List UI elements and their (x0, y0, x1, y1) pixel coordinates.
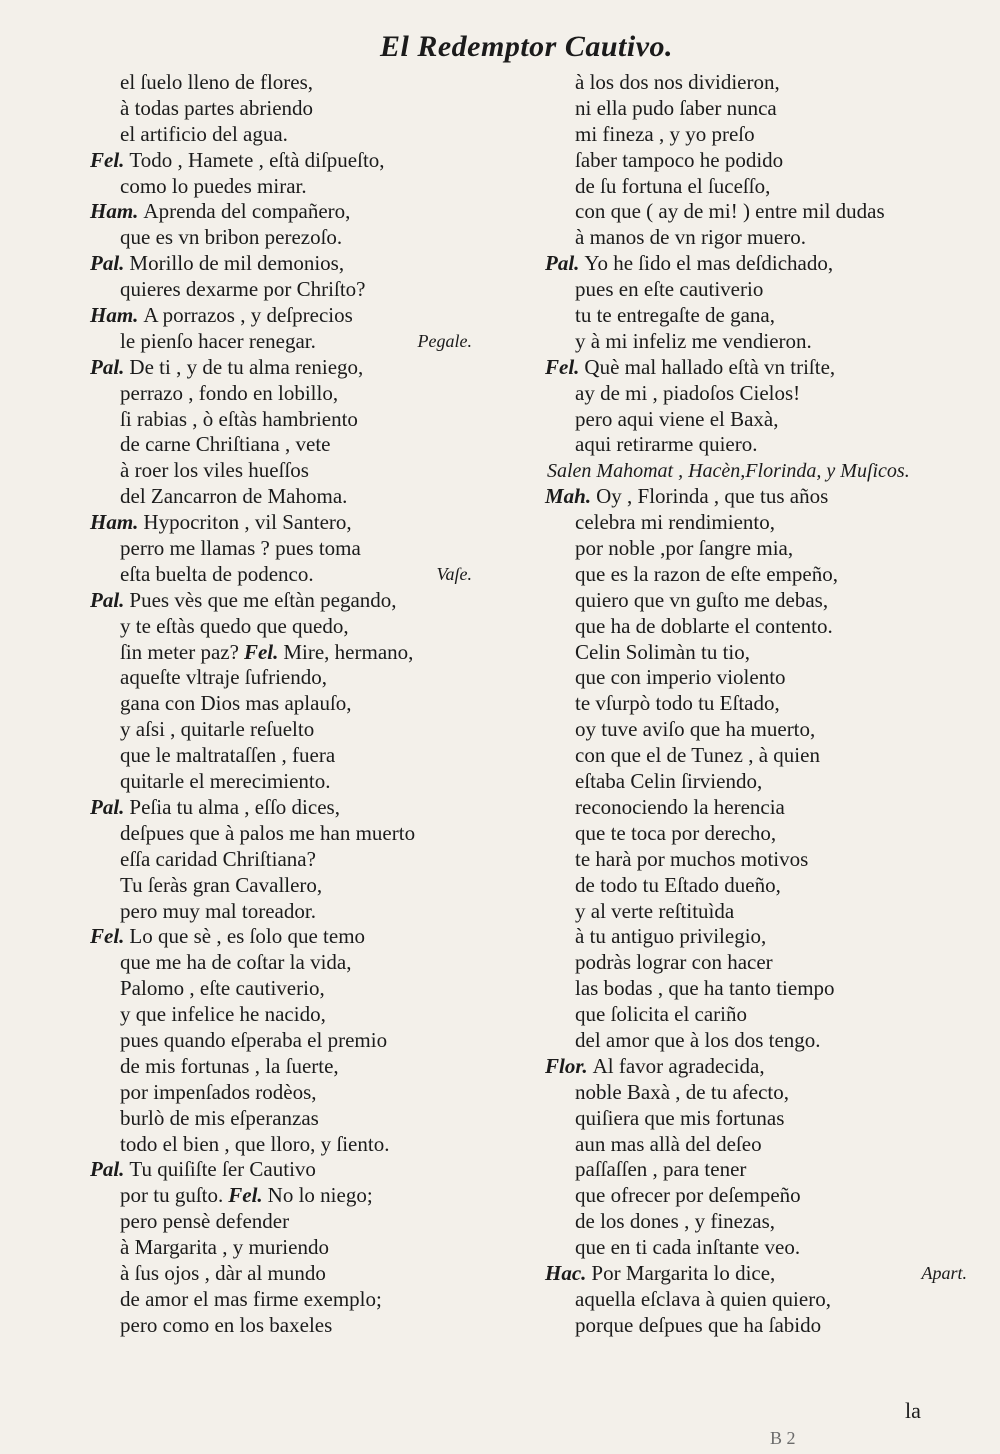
verse-line (545, 251, 985, 277)
verse-line (545, 1235, 985, 1261)
verse-text: de todo tu Eſtado dueño, (575, 872, 781, 897)
left-column (90, 70, 490, 1339)
verse-line (90, 1080, 490, 1106)
speaker-label: Fel. (243, 639, 279, 664)
verse-text: por noble ,por ſangre mia, (575, 536, 794, 561)
verse-text: con que ( ay de mi! ) entre mil dudas (575, 199, 885, 224)
verse-text: eſtaba Celin ſirviendo, (575, 769, 763, 794)
verse-line (545, 795, 985, 821)
verse-text: ay de mi , piadoſos Cielos! (575, 380, 801, 405)
speaker-label: Fel. (545, 354, 580, 379)
verse-line (545, 407, 985, 433)
verse-line (545, 717, 985, 743)
verse-line (90, 1106, 490, 1132)
speaker-label: Pal. (90, 354, 125, 379)
verse-line (545, 588, 985, 614)
verse-line (90, 769, 490, 795)
verse-line (90, 174, 490, 200)
verse-line (545, 976, 985, 1002)
verse-text: aun mas allà del deſeo (575, 1131, 762, 1156)
verse-line (90, 432, 490, 458)
speaker-label: Ham. (90, 199, 139, 224)
verse-text: aquella eſclava à quien quiero, (575, 1286, 831, 1311)
verse-line (90, 381, 490, 407)
verse-text: Oy , Florinda , que tus años (596, 484, 829, 509)
catchword: la (905, 1398, 921, 1423)
verse-text: por impenſados rodèos, (120, 1079, 317, 1104)
verse-line (545, 277, 985, 303)
verse-text: del amor que à los dos tengo. (575, 1027, 821, 1052)
verse-text: que me ha de coſtar la vida, (120, 950, 352, 975)
verse-line (90, 225, 490, 251)
verse-text: aqui retirarme quiero. (575, 432, 758, 457)
verse-line (90, 691, 490, 717)
verse-text: gana con Dios mas aplauſo, (120, 691, 352, 716)
verse-line (545, 1287, 985, 1313)
verse-text: perrazo , fondo en lobillo, (120, 380, 339, 405)
verse-text: Lo que sè , es ſolo que temo (129, 924, 366, 949)
verse-text: y à mi infeliz me vendieron. (575, 328, 812, 353)
verse-text: con que el de Tunez , à quien (575, 743, 820, 768)
verse-text: Al favor agradecida, (592, 1053, 765, 1078)
verse-text: Pues vès que me eſtàn pegando, (129, 587, 397, 612)
verse-line (90, 1209, 490, 1235)
verse-text: quiſiera que mis fortunas (575, 1105, 785, 1130)
verse-text: y que infelice he nacido, (120, 1002, 326, 1027)
verse-line (90, 665, 490, 691)
verse-text: ſaber tampoco he podido (575, 147, 784, 172)
verse-text: No lo niego; (267, 1183, 373, 1208)
speaker-label: Flor. (545, 1053, 588, 1078)
verse-line (545, 1106, 985, 1132)
verse-text: del Zancarron de Mahoma. (120, 484, 348, 509)
verse-line (90, 536, 490, 562)
verse-line (545, 1157, 985, 1183)
stage-note: Pegale. (417, 330, 472, 351)
verse-text: Yo he ſido el mas deſdichado, (584, 251, 834, 276)
verse-text: pero muy mal toreador. (120, 898, 316, 923)
verse-text: A porrazos , y deſprecios (143, 303, 353, 328)
verse-line (90, 976, 490, 1002)
verse-text: à Margarita , y muriendo (120, 1235, 329, 1260)
verse-line (90, 484, 490, 510)
verse-line (90, 277, 490, 303)
verse-text: reconociendo la herencia (575, 794, 785, 819)
verse-text: de ſu fortuna el ſuceſſo, (575, 173, 771, 198)
verse-text: pero aqui viene el Baxà, (575, 406, 779, 431)
verse-text: el artificio del agua. (120, 121, 288, 146)
verse-text: que con imperio violento (575, 665, 786, 690)
speaker-label: Pal. (90, 587, 125, 612)
stage-note: Apart. (921, 1262, 967, 1283)
verse-text: paſſaſſen , para tener (575, 1157, 747, 1182)
verse-text: ſi rabias , ò eſtàs hambriento (120, 406, 358, 431)
verse-line (545, 199, 985, 225)
verse-line (90, 1028, 490, 1054)
verse-line (545, 562, 985, 588)
verse-line (545, 743, 985, 769)
verse-line (545, 691, 985, 717)
verse-text: quieres dexarme por Chriſto? (120, 277, 366, 302)
verse-text: pero pensè defender (120, 1209, 290, 1234)
verse-line (90, 303, 490, 329)
verse-text: Celin Solimàn tu tio, (575, 639, 751, 664)
verse-text: de mis fortunas , la ſuerte, (120, 1053, 339, 1078)
verse-text: de amor el mas firme exemplo; (120, 1286, 382, 1311)
stage-direction-text: Salen Mahomat , Hacèn,Florinda, y Muſicos. (547, 460, 910, 483)
verse-line (545, 381, 985, 407)
verse-line (90, 510, 490, 536)
verse-text: à todas partes abriendo (120, 95, 314, 120)
right-column (545, 70, 985, 1339)
verse-line (545, 1132, 985, 1158)
verse-text: pues en eſte cautiverio (575, 277, 764, 302)
verse-line (90, 924, 490, 950)
verse-text: Què mal hallado eſtà vn triſte, (584, 354, 836, 379)
verse-text: podràs lograr con hacer (575, 950, 773, 975)
verse-line (545, 899, 985, 925)
verse-line (90, 743, 490, 769)
verse-line (545, 1054, 985, 1080)
verse-line (90, 1054, 490, 1080)
verse-text: Mire, hermano, (283, 639, 414, 664)
verse-line (545, 614, 985, 640)
verse-line (90, 614, 490, 640)
verse-text: Tu quiſiſte ſer Cautivo (129, 1157, 316, 1182)
verse-line (90, 1287, 490, 1313)
verse-text: y aſsi , quitarle reſuelto (120, 717, 315, 742)
speaker-label: Pal. (545, 251, 580, 276)
verse-text: Aprenda del compañero, (143, 199, 351, 224)
speaker-label: Mah. (545, 484, 592, 509)
verse-text: el ſuelo lleno de flores, (120, 70, 314, 94)
verse-line (90, 1183, 490, 1209)
verse-line (90, 950, 490, 976)
verse-line (545, 1028, 985, 1054)
verse-line (90, 1002, 490, 1028)
verse-text: le pienſo hacer renegar. (120, 328, 316, 353)
verse-text: quiero que vn guſto me debas, (575, 587, 829, 612)
verse-text: deſpues que à palos me han muerto (120, 820, 416, 845)
speaker-label: Ham. (90, 510, 139, 535)
verse-line (90, 1157, 490, 1183)
verse-text: à roer los viles hueſſos (120, 458, 309, 483)
verse-text: porque deſpues que ha ſabido (575, 1312, 822, 1337)
verse-line (545, 510, 985, 536)
verse-text: Peſia tu alma , eſſo dices, (129, 794, 340, 819)
verse-line (90, 355, 490, 381)
verse-line (545, 96, 985, 122)
verse-line (545, 484, 985, 510)
speaker-label: Pal. (90, 251, 125, 276)
speaker-label: Fel. (228, 1183, 263, 1208)
speaker-label: Pal. (90, 1157, 125, 1182)
verse-text: aqueſte vltraje ſufriendo, (120, 665, 327, 690)
verse-line (90, 899, 490, 925)
verse-line (90, 847, 490, 873)
verse-text: Tu ſeràs gran Cavallero, (120, 872, 323, 897)
verse-text: à manos de vn rigor muero. (575, 225, 806, 250)
verse-line (545, 122, 985, 148)
verse-line (545, 847, 985, 873)
verse-text: que ſolicita el cariño (575, 1002, 748, 1027)
speaker-label: Ham. (90, 303, 139, 328)
verse-text: noble Baxà , de tu afecto, (575, 1079, 789, 1104)
verse-line (545, 873, 985, 899)
verse-line (545, 665, 985, 691)
verse-text: De ti , y de tu alma reniego, (129, 354, 364, 379)
verse-line (545, 1261, 985, 1287)
verse-line (545, 355, 985, 381)
verse-line (90, 407, 490, 433)
verse-text: las bodas , que ha tanto tiempo (575, 976, 835, 1001)
verse-text: que es la razon de eſte empeño, (575, 561, 838, 586)
verse-text: y te eſtàs quedo que quedo, (120, 613, 349, 638)
verse-text: pero como en los baxeles (120, 1312, 333, 1337)
verse-line (90, 1235, 490, 1261)
verse-text: por tu guſto. (120, 1183, 224, 1208)
verse-text: pues quando eſperaba el premio (120, 1027, 388, 1052)
verse-line (545, 70, 985, 96)
verse-text: à ſus ojos , dàr al mundo (120, 1260, 326, 1285)
verse-line (90, 588, 490, 614)
verse-text: ſin meter paz? (120, 639, 239, 664)
verse-text: celebra mi rendimiento, (575, 510, 776, 535)
verse-line (545, 225, 985, 251)
verse-line (90, 251, 490, 277)
verse-line (90, 329, 490, 355)
verse-text: Palomo , eſte cautiverio, (120, 976, 325, 1001)
verse-text: que te toca por derecho, (575, 820, 777, 845)
verse-line (90, 148, 490, 174)
verse-line (545, 950, 985, 976)
verse-line (90, 873, 490, 899)
verse-text: ni ella pudo ſaber nunca (575, 95, 777, 120)
verse-text: que es vn bribon perezoſo. (120, 225, 343, 250)
verse-text: Todo , Hamete , eſtà diſpueſto, (129, 147, 385, 172)
speaker-label: Hac. (545, 1260, 587, 1285)
verse-line (545, 303, 985, 329)
verse-text: à los dos nos dividieron, (575, 70, 780, 94)
verse-line (545, 1313, 985, 1339)
verse-text: te harà por muchos motivos (575, 846, 809, 871)
verse-line (545, 821, 985, 847)
verse-line (545, 640, 985, 666)
verse-line (545, 1209, 985, 1235)
stage-direction (545, 458, 985, 484)
verse-text: quitarle el merecimiento. (120, 769, 331, 794)
verse-line (90, 122, 490, 148)
speaker-label: Pal. (90, 794, 125, 819)
verse-text: que ofrecer por deſempeño (575, 1183, 801, 1208)
verse-text: perro me llamas ? pues toma (120, 536, 361, 561)
verse-line (90, 70, 490, 96)
verse-text: Hypocriton , vil Santero, (143, 510, 352, 535)
verse-text: oy tuve aviſo que ha muerto, (575, 717, 816, 742)
verse-text: que en ti cada inſtante veo. (575, 1235, 801, 1260)
verse-line (545, 329, 985, 355)
verse-line (90, 795, 490, 821)
verse-line (545, 769, 985, 795)
verse-line (545, 1183, 985, 1209)
verse-text: de carne Chriſtiana , vete (120, 432, 331, 457)
running-header: El Redemptor Cautivo. (380, 30, 674, 63)
verse-text: como lo puedes mirar. (120, 173, 307, 198)
verse-line (545, 924, 985, 950)
verse-text: tu te entregaſte de gana, (575, 303, 775, 328)
verse-line (545, 432, 985, 458)
verse-text: que le maltrataſſen , fuera (120, 743, 336, 768)
verse-line (545, 174, 985, 200)
verse-line (90, 717, 490, 743)
verse-text: de los dones , y finezas, (575, 1209, 776, 1234)
verse-text: te vſurpò todo tu Eſtado, (575, 691, 780, 716)
signature-mark: B 2 (770, 1428, 796, 1448)
verse-text: mi fineza , y yo preſo (575, 121, 755, 146)
verse-line (90, 458, 490, 484)
verse-line (90, 1313, 490, 1339)
verse-text: todo el bien , que lloro, y ſiento. (120, 1131, 390, 1156)
speaker-label: Fel. (90, 924, 125, 949)
verse-line (90, 96, 490, 122)
verse-line (90, 199, 490, 225)
stage-note: Vaſe. (436, 563, 472, 584)
verse-line (90, 1132, 490, 1158)
verse-line (90, 640, 490, 666)
verse-text: que ha de doblarte el contento. (575, 613, 833, 638)
verse-line (545, 1080, 985, 1106)
verse-text: y al verte reſtituìda (575, 898, 735, 923)
speaker-label: Fel. (90, 147, 125, 172)
verse-text: eſta buelta de podenco. (120, 561, 314, 586)
verse-line (90, 821, 490, 847)
verse-text: Morillo de mil demonios, (129, 251, 345, 276)
verse-line (90, 562, 490, 588)
verse-line (90, 1261, 490, 1287)
verse-text: burlò de mis eſperanzas (120, 1105, 319, 1130)
verse-line (545, 148, 985, 174)
verse-line (545, 536, 985, 562)
verse-line (545, 1002, 985, 1028)
verse-text: Por Margarita lo dice, (591, 1260, 776, 1285)
verse-text: à tu antiguo privilegio, (575, 924, 767, 949)
verse-text: eſſa caridad Chriſtiana? (120, 846, 316, 871)
